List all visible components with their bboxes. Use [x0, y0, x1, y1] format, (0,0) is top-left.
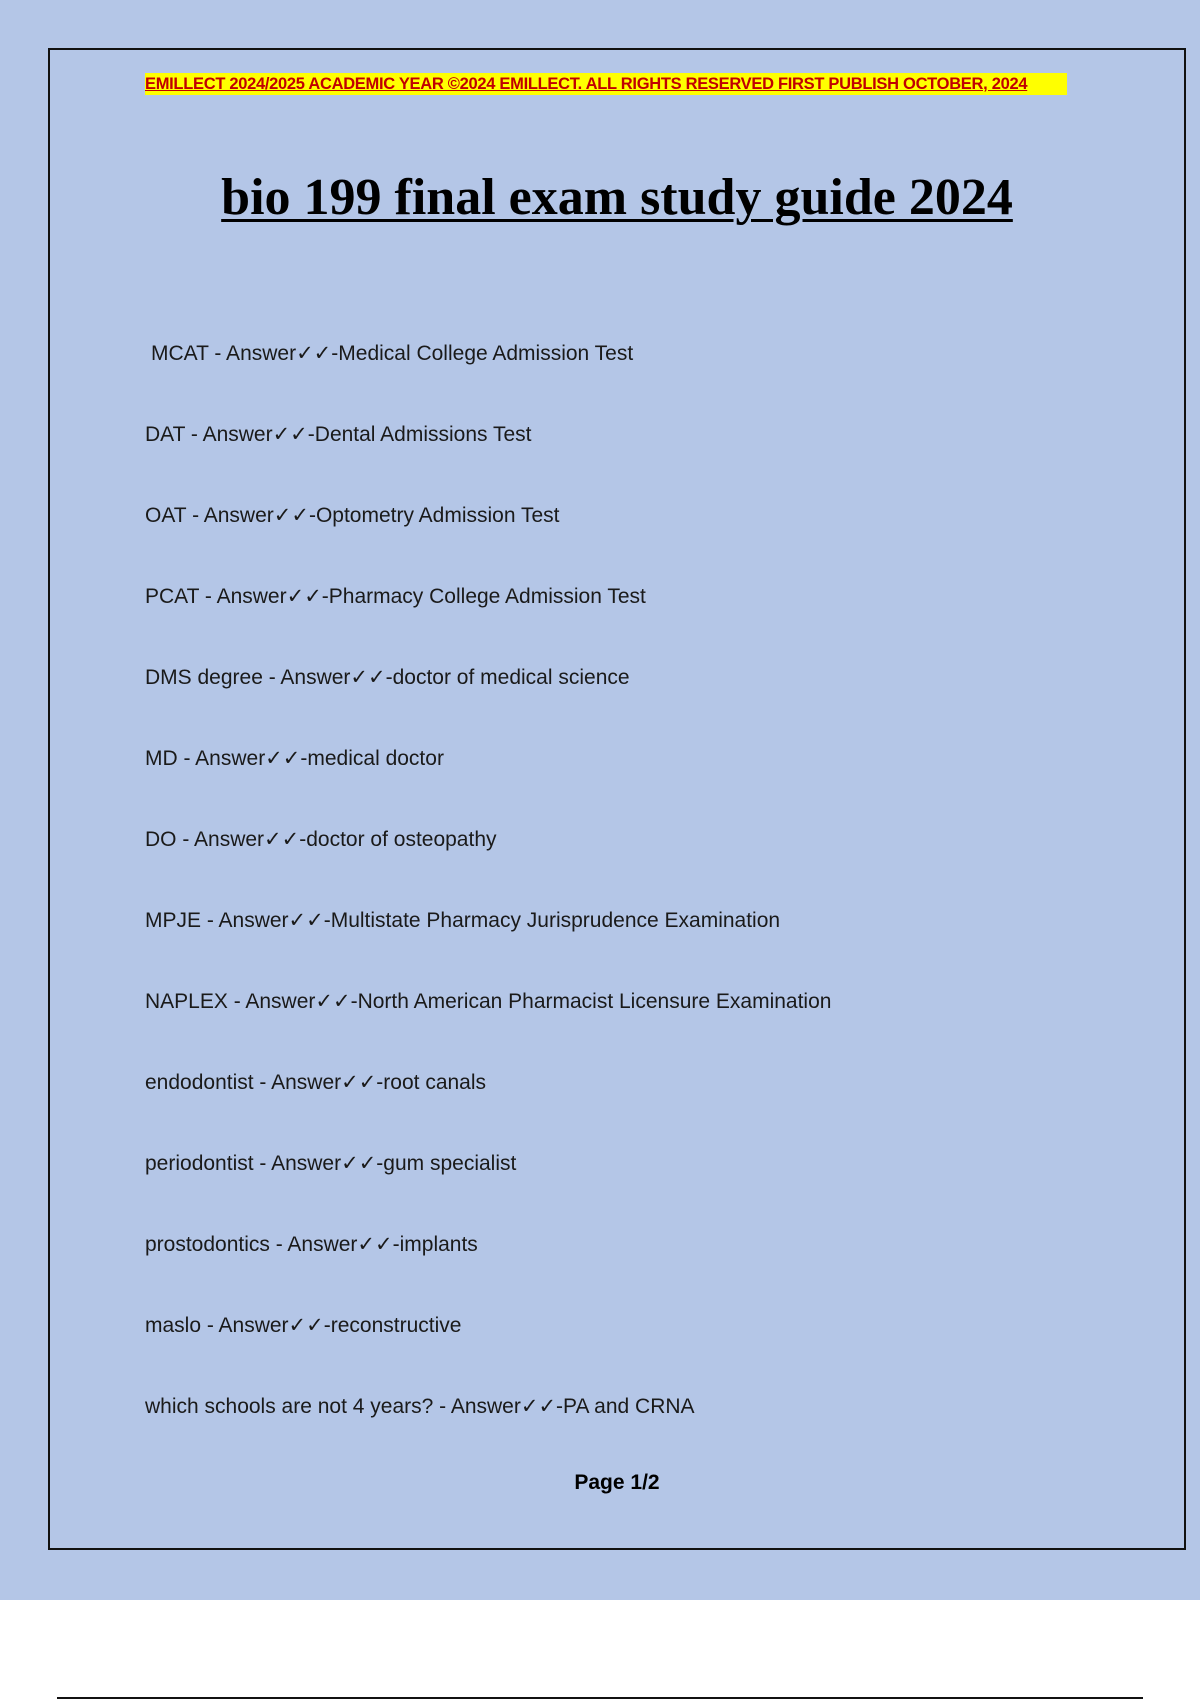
qa-item-dat: DAT - Answer✓✓-Dental Admissions Test [145, 423, 532, 446]
qa-item-oat: OAT - Answer✓✓-Optometry Admission Test [145, 504, 560, 527]
bottom-divider [57, 1697, 1143, 1699]
qa-item-periodontist: periodontist - Answer✓✓-gum specialist [145, 1152, 517, 1175]
qa-item-dms: DMS degree - Answer✓✓-doctor of medical science [145, 666, 630, 689]
document-title: bio 199 final exam study guide 2024 [221, 169, 1013, 226]
qa-item-md: MD - Answer✓✓-medical doctor [145, 747, 444, 770]
qa-item-pcat: PCAT - Answer✓✓-Pharmacy College Admission Test [145, 585, 646, 608]
qa-item-naplex: NAPLEX - Answer✓✓-North American Pharmacist Licensure Examination [145, 990, 832, 1013]
qa-item-endodontist: endodontist - Answer✓✓-root canals [145, 1071, 487, 1094]
qa-item-schools: which schools are not 4 years? - Answer✓✓-PA and CRNA [145, 1395, 695, 1418]
page-number: Page 1/2 [574, 1471, 660, 1494]
qa-list [145, 337, 1145, 1471]
qa-item-mpje: MPJE - Answer✓✓-Multistate Pharmacy Jurisprudence Examination [145, 909, 781, 932]
qa-item-do: DO - Answer✓✓-doctor of osteopathy [145, 828, 497, 851]
copyright-banner: EMILLECT 2024/2025 ACADEMIC YEAR ©2024 EMILLECT. ALL RIGHTS RESERVED FIRST PUBLISH OCTOBER, 2024 [145, 73, 1067, 95]
qa-item-maslo: maslo - Answer✓✓-reconstructive [145, 1314, 462, 1337]
qa-item-mcat: MCAT - Answer✓✓-Medical College Admission Test [151, 342, 634, 365]
qa-item-prostodontics: prostodontics - Answer✓✓-implants [145, 1233, 478, 1256]
